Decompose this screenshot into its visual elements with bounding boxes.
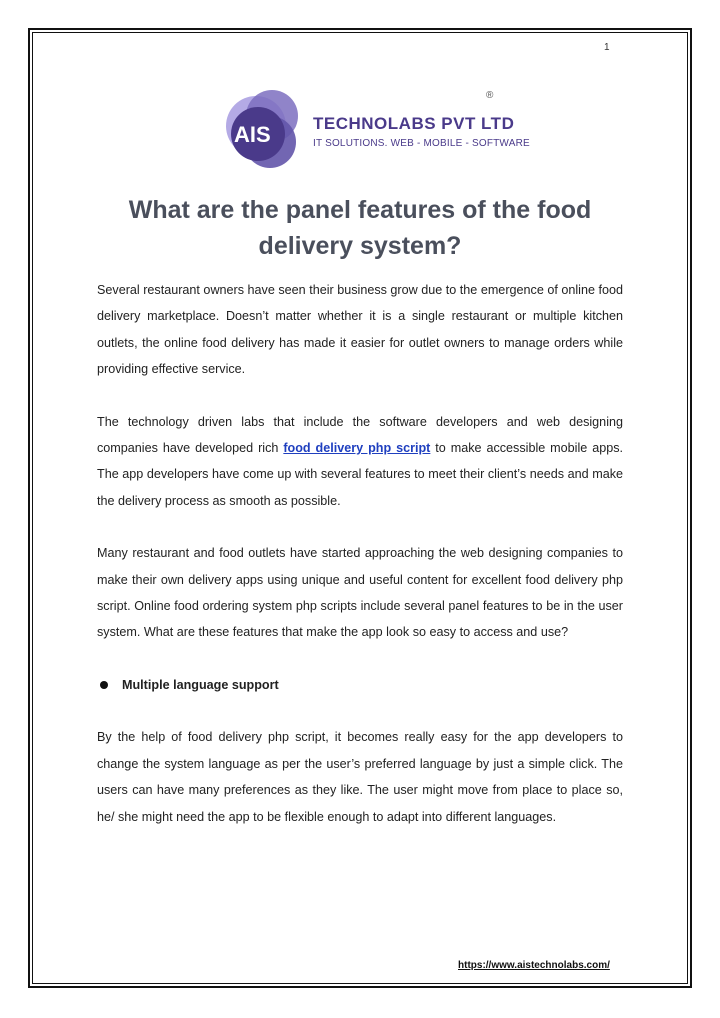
footer-website-link[interactable]: https://www.aistechnolabs.com/ bbox=[458, 960, 610, 971]
registered-mark: ® bbox=[486, 90, 494, 101]
logo-initials: AIS bbox=[234, 122, 271, 147]
paragraph-technology bbox=[97, 409, 623, 515]
paragraph-technology-text-after: to make accessible mobile apps. The app developers have come up with several features to meet their client’s needs and make the delivery process as smooth as possible. bbox=[97, 441, 624, 508]
paragraph-technology-text-before: The technology driven labs that include the software developers and web designing companies have developed rich bbox=[97, 414, 623, 456]
paragraph-restaurants: Many restaurant and food outlets have started approaching the web designing companies to make their own delivery apps using unique and useful content for excellent food delivery php script. Online food ordering system php scripts include several panel features to be in the user system. What are these features that make the app look so easy to access and use? bbox=[97, 546, 623, 640]
paragraph-intro: Several restaurant owners have seen their business grow due to the emergence of online food delivery marketplace. Doesn’t matter whether it is a single restaurant or multiple kitchen outlets, the online food delivery has made it easier for outlet owners to manage orders while providing effective service. bbox=[97, 283, 623, 377]
bullet-dot-icon bbox=[100, 681, 108, 689]
company-logo bbox=[220, 86, 530, 176]
bullet-text: Multiple language support bbox=[122, 677, 279, 692]
paragraph-language-support: By the help of food delivery php script, it becomes really easy for the app developers to change the system language as per the user’s preferred language by just a simple click. The users can have many preferences as they like. The user might move from place to place so, he/ she might need the app to be flexible enough to adapt into different languages. bbox=[97, 730, 623, 824]
document-title: What are the panel features of the food delivery system? bbox=[128, 196, 592, 260]
bullet-item bbox=[97, 672, 623, 698]
document-body bbox=[97, 277, 623, 856]
logo-emblem-icon bbox=[220, 86, 310, 176]
logo-tagline: IT SOLUTIONS. WEB - MOBILE - SOFTWARE bbox=[313, 138, 530, 149]
page-number: 1 bbox=[604, 42, 610, 53]
food-delivery-script-link[interactable]: food delivery php script bbox=[283, 441, 431, 456]
logo-company-name: TECHNOLABS PVT LTD bbox=[313, 114, 515, 133]
